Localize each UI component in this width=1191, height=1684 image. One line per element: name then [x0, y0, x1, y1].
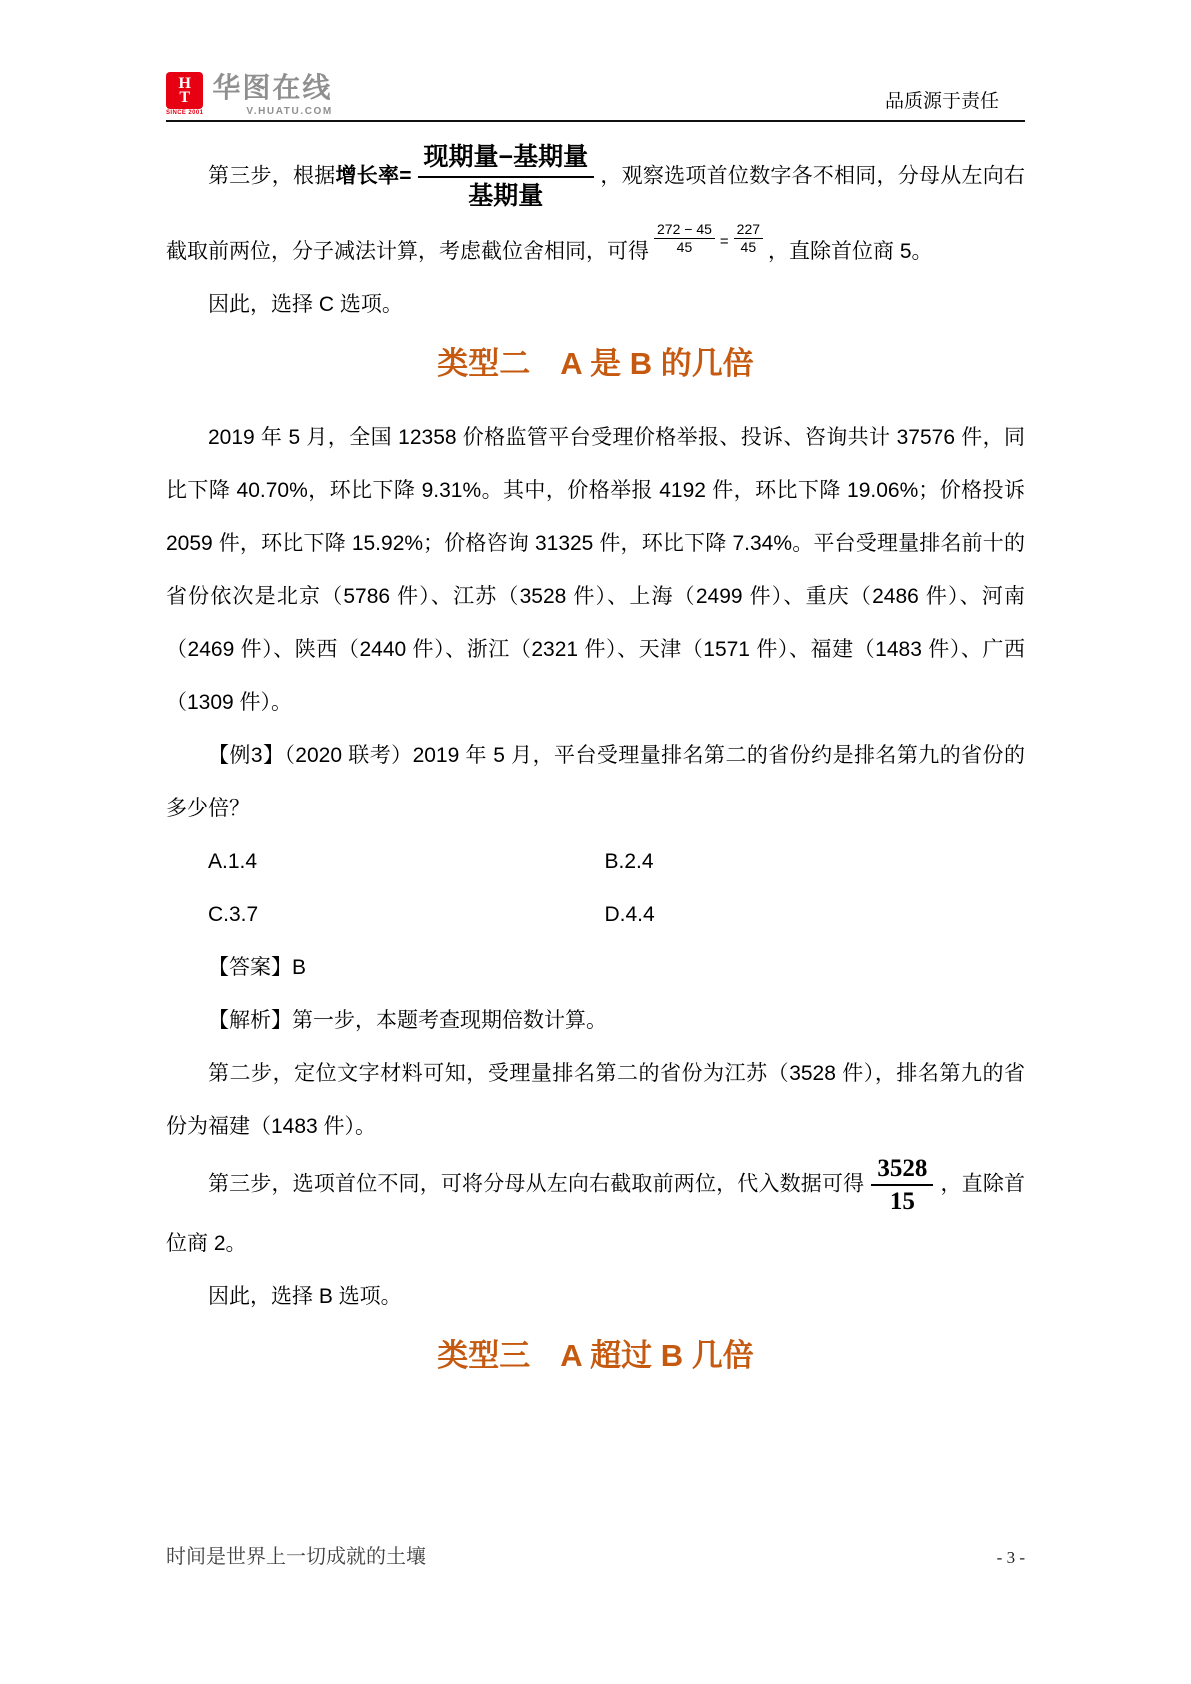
growth-rate-term: 增长率 [335, 164, 400, 188]
option-d: D.4.4 [604, 903, 655, 926]
step3-growth-rate-paragraph [166, 139, 1025, 278]
equals-sign: = [719, 233, 729, 250]
analysis-step3-pre: 第三步，选项首位不同，可将分母从左向右截取前两位，代入数据可得 [208, 1172, 865, 1196]
logo-since-text: SINCE 2001 [166, 110, 204, 116]
fraction-numerator: 3528 [871, 1153, 933, 1186]
huatu-logo-icon [166, 72, 203, 109]
step3-mid-text: ，观察选项首位数字各不相同，分母从左向右截取前两位，分子减法计算，考虑截位舍相同，可得 [166, 164, 1026, 263]
fraction-numerator: 227 [734, 221, 763, 239]
option-c: C.3.7 [208, 903, 259, 926]
page-number: - 3 - [996, 1548, 1025, 1567]
section-title: A 是 B 的几倍 [560, 346, 754, 381]
section-title: A 超过 B 几倍 [560, 1338, 754, 1373]
logo-monogram-h: H [178, 75, 191, 93]
page-header [166, 72, 1025, 122]
option-a: A.1.4 [208, 850, 258, 873]
fraction-numerator: 现期量−基期量 [418, 139, 595, 178]
example3-question: 【例3】（2020 联考）2019 年 5 月，平台受理量排名第二的省份约是排名第九的省份的多少倍？ [166, 744, 1025, 820]
conclusion-c-paragraph: 因此，选择 C 选项。 [208, 293, 403, 316]
fraction-denominator: 45 [676, 239, 693, 255]
fraction-numerator: 272 − 45 [654, 221, 715, 239]
option-b: B.2.4 [604, 850, 654, 873]
section-label: 类型二 [437, 346, 531, 381]
document-body [166, 139, 1025, 1403]
logo-monogram-t: T [179, 88, 190, 106]
page-footer [166, 1537, 1025, 1578]
fraction-denominator: 45 [740, 239, 757, 255]
equals-sign: = [399, 164, 412, 188]
conclusion-b-paragraph: 因此，选择 B 选项。 [208, 1285, 402, 1308]
analysis-step1: 【解析】第一步，本题考查现期倍数计算。 [208, 1009, 607, 1032]
huatu-logo [166, 72, 333, 117]
analysis-step3-post: ，直除首位商 2。 [166, 1172, 1025, 1255]
answer-options [166, 835, 1025, 941]
calc-fraction-a [654, 221, 715, 256]
growth-rate-fraction [418, 139, 595, 215]
section-label: 类型三 [437, 1338, 531, 1373]
analysis-step3 [166, 1153, 1025, 1270]
step3-pre-text: 第三步，根据 [208, 164, 336, 188]
step3-post-text: ，直除首位商 5。 [768, 240, 933, 263]
huatu-logo-mark [166, 72, 203, 116]
header-slogan: 品质源于责任 [884, 91, 999, 112]
fraction-denominator: 15 [889, 1188, 915, 1215]
footer-motto: 时间是世界上一切成就的土壤 [166, 1546, 426, 1568]
brand-site-url: V.HUATU.COM [246, 106, 333, 117]
analysis-step2: 第二步，定位文字材料可知，受理量排名第二的省份为江苏（3528 件），排名第九的省份为福建（1483 件）。 [166, 1062, 1025, 1138]
fraction-denominator: 基期量 [468, 182, 544, 210]
section-heading-type2 [166, 343, 1025, 385]
brand-name: 华图在线 [212, 72, 333, 103]
logo-text-column [212, 72, 333, 117]
answer-line: 【答案】B [208, 956, 307, 979]
section-heading-type3 [166, 1335, 1025, 1377]
calc-fraction-b [734, 221, 763, 256]
material-paragraph: 2019 年 5 月，全国 12358 价格监管平台受理价格举报、投诉、咨询共计 37576 件，同比下降 40.70%，环比下降 9.31%。其中，价格举报 4192 件，环比下降 19.06%；价格投诉 2059 件，环比下降 15.92%；价格咨询 31325 件，环比下降 7.34%。平台受理量排名前十的省份依次是北京（5786 件）、江苏（3528 件）、上海（2499 件）、重庆（2486 件）、河南（2469 件）、陕西（2440 件）、浙江（2321 件）、天津（1571 件）、福建（1483 件）、广西（1309 件）。 [166, 426, 1025, 714]
result-fraction [871, 1153, 933, 1217]
